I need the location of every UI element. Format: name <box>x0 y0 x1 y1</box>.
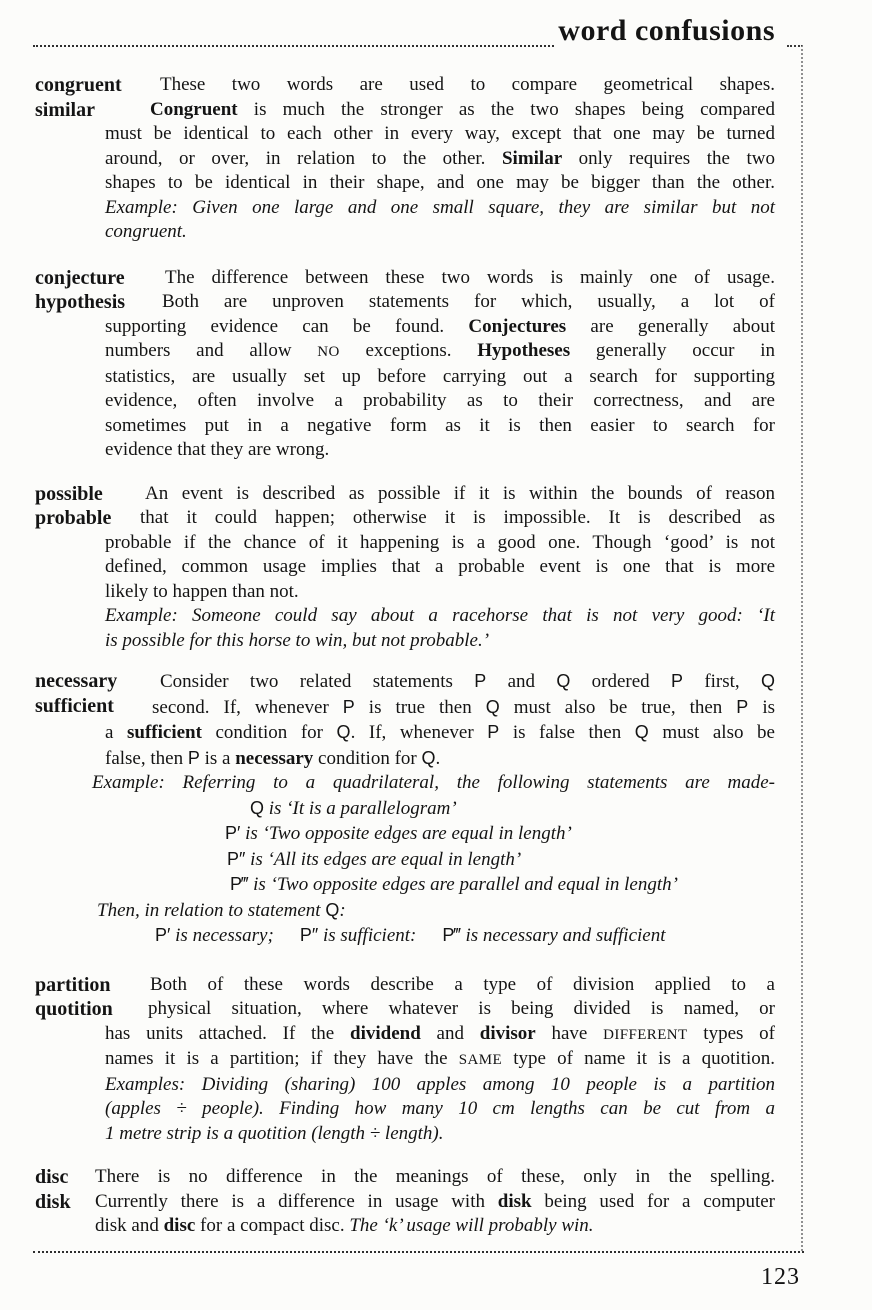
headword: quotition <box>35 998 113 1020</box>
headword: necessary <box>35 670 118 692</box>
text-line: 1 metre strip is a quotition (length ÷ length). <box>105 1122 444 1144</box>
entry-disc-disk <box>0 1165 872 1239</box>
headword: sufficient <box>35 694 114 717</box>
text-line: numbers and allow NO exceptions. Hypotheses generally occur in <box>105 340 775 361</box>
text-line: Examples: Dividing (sharing) 100 apples among 10 people is a partition <box>105 1073 775 1095</box>
text-line: that it could happen; otherwise it is impossible. It is described as <box>140 507 775 528</box>
text-line: evidence, often involve a probability as to their correctness, and are <box>105 390 775 411</box>
text-line: Both of these words describe a type of division applied to a <box>150 973 775 995</box>
text-line: Both are unproven statements for which, usually, a lot of <box>162 291 775 312</box>
headword: partition <box>35 973 111 996</box>
text-line: a sufficient condition for Q. If, whenever P is false then Q must also be <box>105 722 775 743</box>
text-line: statistics, are usually set up before carrying out a search for supporting <box>105 365 775 387</box>
text-line: These two words are used to compare geometrical shapes. <box>160 74 775 95</box>
page-title: word confusions <box>558 14 775 47</box>
text-line: shapes to be identical in their shape, and one may be bigger than the other. <box>105 172 775 193</box>
entry-possible-probable <box>0 482 872 654</box>
text-line: P′ is ‘Two opposite edges are equal in length’ <box>225 823 572 844</box>
text-line: P‴ is ‘Two opposite edges are parallel and equal in length’ <box>230 874 678 895</box>
text-line: physical situation, where whatever is being divided is named, or <box>148 998 775 1019</box>
headword: congruent <box>35 74 122 96</box>
text-line: must be identical to each other in every way, except that one may be turned <box>105 123 775 144</box>
text-line: evidence that they are wrong. <box>105 439 330 460</box>
text-line: Example: Someone could say about a racehorse that is not very good: ‘It <box>105 605 775 626</box>
text-line: supporting evidence can be found. Conjectures are generally about <box>105 315 776 337</box>
text-line: Currently there is a difference in usage with disk being used for a computer <box>95 1190 775 1212</box>
page-number: 123 <box>761 1264 800 1290</box>
text-line: names it is a partition; if they have the SAME type of name it is a quotition. <box>105 1048 775 1069</box>
text-line: P″ is ‘All its edges are equal in length’ <box>227 848 522 870</box>
text-line: second. If, whenever P is true then Q must also be true, then P is <box>152 696 775 718</box>
text-line: is possible for this horse to win, but not probable.’ <box>105 629 490 651</box>
text-line: has units attached. If the dividend and divisor have DIFFERENT types of <box>105 1022 776 1044</box>
text-line: Then, in relation to statement Q: <box>97 899 346 921</box>
text-line: congruent. <box>105 221 187 242</box>
text-line: likely to happen than not. <box>105 580 299 602</box>
headword: probable <box>35 507 112 529</box>
text-line: Consider two related statements P and Q ordered P first, Q <box>160 671 776 692</box>
bottom-rule <box>33 1251 804 1253</box>
headword: similar <box>35 98 95 121</box>
entries <box>0 73 872 1259</box>
text-line: disk and disc for a compact disc. The ‘k’ usage will probably win. <box>95 1215 594 1236</box>
text-line: Q is ‘It is a parallelogram’ <box>250 797 457 819</box>
entry-necessary-sufficient <box>0 669 872 949</box>
text-line: Example: Given one large and one small square, they are similar but not <box>105 196 775 218</box>
text-line: Example: Referring to a quadrilateral, the following statements are made- <box>92 772 775 793</box>
text-line: defined, common usage implies that a probable event is one that is more <box>105 556 775 577</box>
entry-partition-quotition <box>0 973 872 1147</box>
text-line: Congruent is much the stronger as the two shapes being compared <box>150 98 775 120</box>
headword: conjecture <box>35 266 125 289</box>
text-line: sometimes put in a negative form as it is then easier to search for <box>105 414 775 436</box>
text-line: The difference between these two words is mainly one of usage. <box>165 266 775 288</box>
headword: disk <box>35 1190 71 1213</box>
text-line: probable if the chance of it happening is a good one. Though ‘good’ is not <box>105 531 775 553</box>
header-rule <box>33 45 554 47</box>
text-line: around, or over, in relation to the other. Similar only requires the two <box>105 147 775 169</box>
entry-congruent-similar <box>0 73 872 245</box>
headword: hypothesis <box>35 291 126 313</box>
headword: disc <box>35 1166 69 1188</box>
text-line: false, then P is a necessary condition for Q. <box>105 747 441 769</box>
entry-conjecture-hypothesis <box>0 266 872 463</box>
text-line: An event is described as possible if it is within the bounds of reason <box>145 482 775 504</box>
text-line: There is no difference in the meanings of these, only in the spelling. <box>95 1166 775 1187</box>
text-line: P′ is necessary; P″ is sufficient: P‴ is necessary and sufficient <box>155 925 666 946</box>
text-line: (apples ÷ people). Finding how many 10 cm lengths can be cut from a <box>105 1098 775 1119</box>
headword: possible <box>35 482 103 505</box>
